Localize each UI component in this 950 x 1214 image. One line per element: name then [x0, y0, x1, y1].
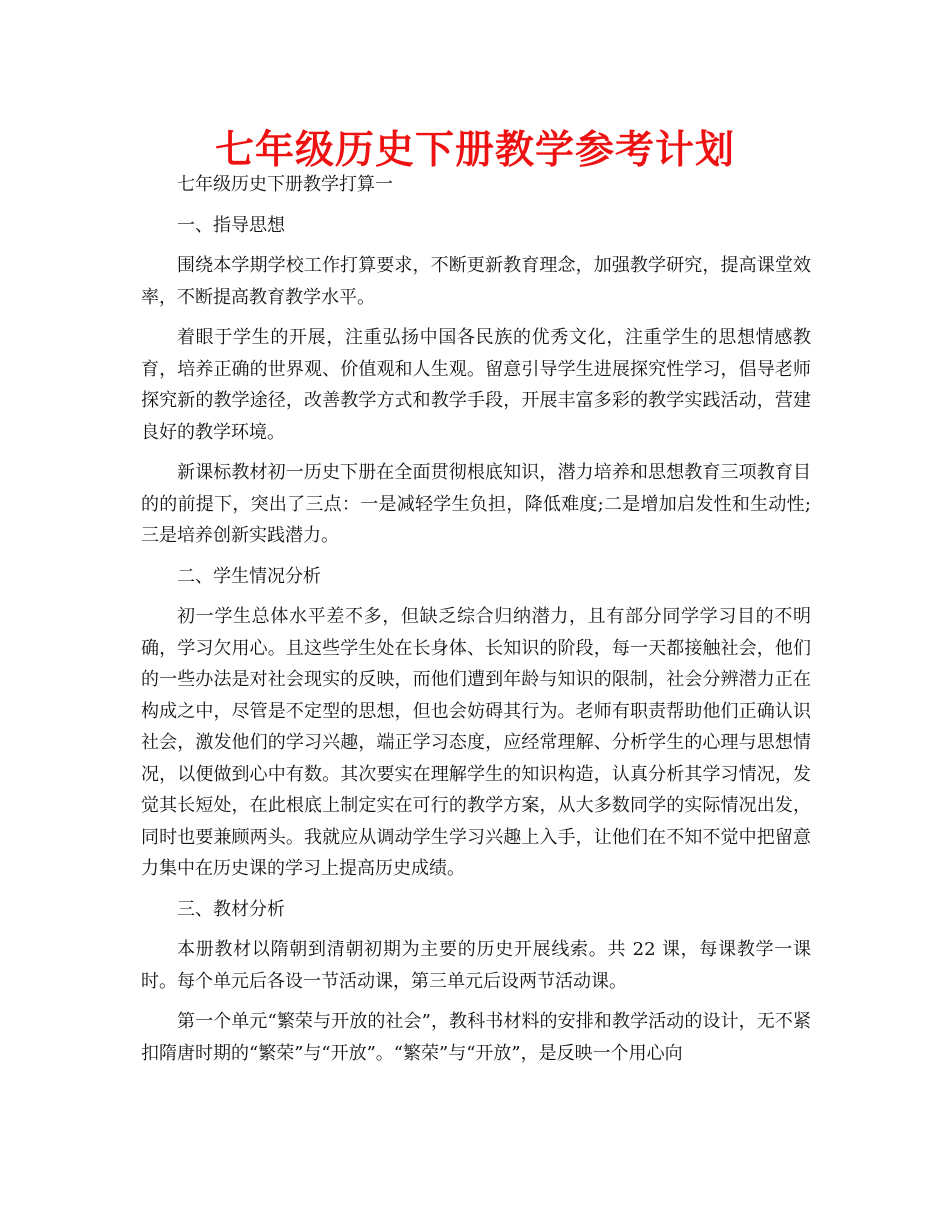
paragraph-heading-textbook-analysis: 三、教材分析	[177, 898, 285, 920]
document-title: 七年级历史下册教学参考计划	[214, 127, 735, 173]
paragraph: 新课标教材初一历史下册在全面贯彻根底知识，潜力培养和思想教育三项教育目的的前提下，突出了三点：一是减轻学生负担，降低难度;二是增加启发性和生动性;三是培养创新实践潜力。	[141, 462, 811, 546]
document-body	[141, 169, 811, 1078]
paragraph: 围绕本学期学校工作打算要求，不断更新教育理念，加强教学研究，提高课堂效率，不断提高教育教学水平。	[141, 255, 811, 308]
paragraph: 第一个单元“繁荣与开放的社会”，教科书材料的安排和教学活动的设计，无不紧扣隋唐时期的“繁荣”与“开放”。“繁荣”与“开放”，是反映一个用心向	[141, 1011, 811, 1064]
paragraph: 着眼于学生的开展，注重弘扬中国各民族的优秀文化，注重学生的思想情感教育，培养正确的世界观、价值观和人生观。留意引导学生进展探究性学习，倡导老师探究新的教学途径，改善教学方式和教学手段，开展丰富多彩的教学实践活动，营建良好的教学环境。	[141, 327, 811, 443]
paragraph: 初一学生总体水平差不多，但缺乏综合归纳潜力，且有部分同学学习目的不明确，学习欠用心。且这些学生处在长身体、长知识的阶段，每一天都接触社会，他们的一些办法是对社会现实的反映，而他们遭到年龄与知识的限制，社会分辨潜力正在构成之中，尽管是不定型的思想，但也会妨碍其行为。老师有职责帮助他们正确认识社会，激发他们的学习兴趣，端正学习态度，应经常理解、分析学生的心理与思想情况，以便做到心中有数。其次要实在理解学生的知识构造，认真分析其学习情况，发觉其长短处，在此根底上制定实在可行的教学方案，从大多数同学的实际情况出发，同时也要兼顾两头。我就应从调动学生学习兴趣上入手，让他们在不知不觉中把留意力集中在历史课的学习上提高历史成绩。	[141, 606, 811, 879]
paragraph-heading-student-analysis: 二、学生情况分析	[177, 565, 321, 587]
paragraph-subtitle: 七年级历史下册教学打算一	[177, 174, 393, 195]
paragraph: 本册教材以隋朝到清朝初期为主要的历史开展线索。共 22 课，每课教学一课时。每个单元后各设一节活动课，第三单元后设两节活动课。	[141, 939, 811, 992]
paragraph-heading-guiding-ideology: 一、指导思想	[177, 214, 285, 236]
